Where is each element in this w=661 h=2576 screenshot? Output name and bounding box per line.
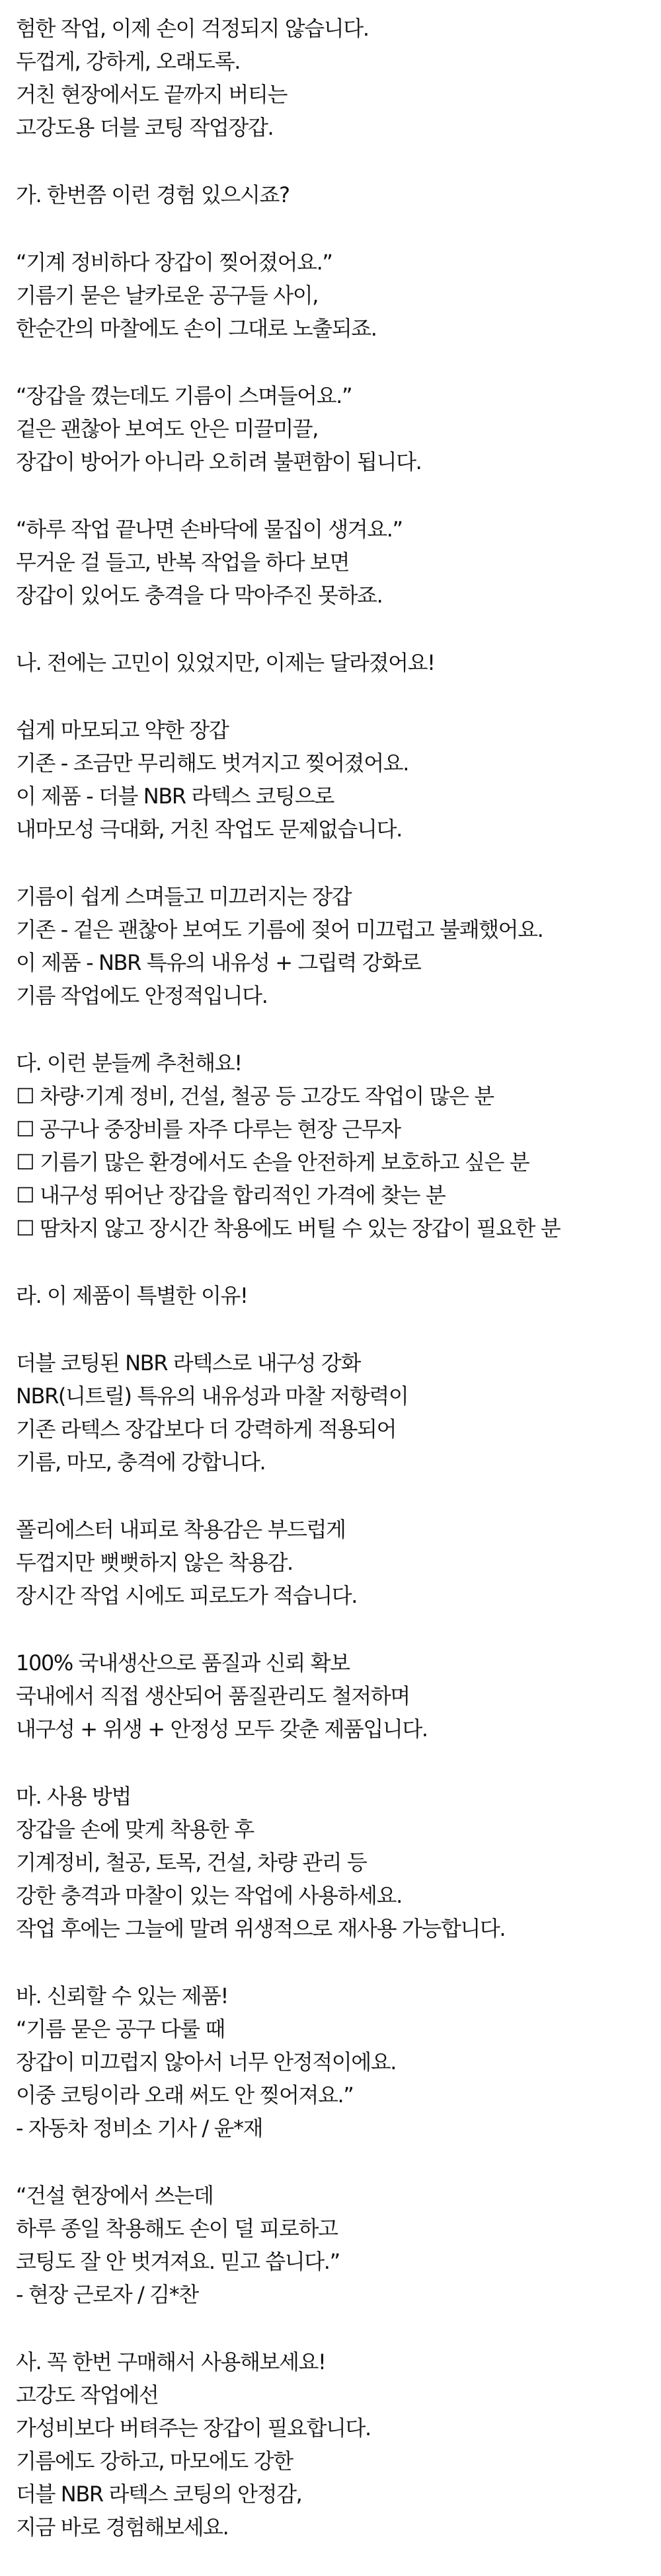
section-heading: 다. 이런 분들께 추천해요! (16, 1050, 242, 1076)
body-line: 기존 라텍스 장갑보다 더 강력하게 적용되어 (16, 1417, 397, 1442)
feature-block (16, 1346, 650, 1479)
feature-block (16, 1646, 650, 1746)
body-line: 한순간의 마찰에도 손이 그대로 노출되죠. (16, 316, 377, 341)
section-special (16, 1279, 650, 1746)
spacer (16, 211, 650, 246)
experience-block (16, 379, 650, 478)
section-usage (16, 1780, 650, 1945)
checklist-item: ☐ 기름기 많은 환경에서도 손을 안전하게 보호하고 싶은 분 (16, 1150, 529, 1175)
body-line: 기름, 마모, 충격에 강합니다. (16, 1450, 266, 1475)
body-line: 무거운 걸 들고, 반복 작업을 하다 보면 (16, 550, 350, 575)
comparison-before: 기존 - 조금만 무리해도 벗겨지고 찢어졌어요. (16, 751, 408, 776)
review-line: “건설 현장에서 쓰는데 (16, 2183, 214, 2208)
section-reviews (16, 1979, 650, 2311)
section-heading: 마. 사용 방법 (16, 1784, 131, 1809)
section-heading: 나. 전에는 고민이 있었지만, 이제는 달라졌어요! (16, 650, 435, 675)
review (16, 2012, 650, 2145)
quote-line: “하루 작업 끝나면 손바닥에 물집이 생겨요.” (16, 517, 403, 542)
body-line: 국내에서 직접 생산되어 품질관리도 철저하며 (16, 1683, 410, 1709)
body-line: 기름기 묻은 날카로운 공구들 사이, (16, 283, 319, 308)
body-line: 기계정비, 철공, 토목, 건설, 차량 관리 등 (16, 1850, 367, 1875)
review-line: “기름 묻은 공구 다룰 때 (16, 2016, 225, 2042)
spacer (16, 1612, 650, 1646)
checklist-item: ☐ 공구나 중장비를 자주 다루는 현장 근무자 (16, 1117, 401, 1142)
body-line: 기름에도 강하고, 마모에도 강한 (16, 2448, 293, 2474)
intro-line: 험한 작업, 이제 손이 걱정되지 않습니다. (16, 16, 369, 41)
feature-block (16, 1513, 650, 1612)
comparison-block (16, 880, 650, 1012)
section-heading: 라. 이 제품이 특별한 이유! (16, 1283, 248, 1308)
experience-block (16, 513, 650, 612)
checklist-item: ☐ 차량·기계 정비, 건설, 철공 등 고강도 작업이 많은 분 (16, 1084, 494, 1109)
comparison-title: 기름이 쉽게 스며들고 미끄러지는 장갑 (16, 884, 352, 909)
review (16, 2179, 650, 2311)
section-experience (16, 178, 650, 612)
spacer (16, 2145, 650, 2179)
spacer (16, 846, 650, 880)
product-description (16, 12, 650, 2544)
body-line: 가성비보다 버텨주는 장갑이 필요합니다. (16, 2415, 371, 2441)
comparison-after: 이 제품 - NBR 특유의 내유성 + 그립력 강화로 (16, 950, 421, 975)
spacer (16, 1479, 650, 1513)
section-recommend (16, 1047, 650, 1245)
intro-line: 고강도용 더블 코팅 작업장갑. (16, 115, 274, 140)
comparison-after: 이 제품 - 더블 NBR 라텍스 코팅으로 (16, 784, 334, 809)
body-line: 장시간 작업 시에도 피로도가 적습니다. (16, 1583, 358, 1608)
section-heading: 가. 한번쯤 이런 경험 있으시죠? (16, 182, 290, 207)
spacer (16, 1746, 650, 1780)
review-line: 장갑이 미끄럽지 않아서 너무 안정적이에요. (16, 2049, 397, 2075)
spacer (16, 679, 650, 714)
body-line: 고강도 작업에선 (16, 2382, 159, 2408)
experience-block (16, 246, 650, 345)
spacer (16, 1312, 650, 1346)
section-heading: 사. 꼭 한번 구매해서 사용해보세요! (16, 2349, 326, 2374)
review-author: - 현장 근로자 / 김*찬 (16, 2282, 198, 2307)
intro-line: 거친 현장에서도 끝까지 버티는 (16, 82, 287, 107)
comparison-after: 기름 작업에도 안정적입니다. (16, 983, 268, 1008)
spacer (16, 1945, 650, 1979)
feature-title: 100% 국내생산으로 품질과 신뢰 확보 (16, 1650, 350, 1675)
review-line: 하루 종일 착용해도 손이 덜 피로하고 (16, 2216, 338, 2241)
comparison-title: 쉽게 마모되고 약한 장갑 (16, 718, 229, 743)
spacer (16, 1012, 650, 1047)
feature-title: 더블 코팅된 NBR 라텍스로 내구성 강화 (16, 1350, 360, 1376)
review-line: 코팅도 잘 안 벗겨져요. 믿고 씁니다.” (16, 2249, 340, 2274)
comparison-after: 내마모성 극대화, 거친 작업도 문제없습니다. (16, 817, 402, 842)
review-line: 이중 코팅이라 오래 써도 안 찢어져요.” (16, 2082, 354, 2108)
checklist-item: ☐ 땀차지 않고 장시간 착용에도 버틸 수 있는 장갑이 필요한 분 (16, 1216, 561, 1241)
quote-line: “장갑을 꼈는데도 기름이 스며들어요.” (16, 383, 352, 408)
section-before-after (16, 646, 650, 1012)
intro-block (16, 12, 650, 144)
checklist-item: ☐ 내구성 뛰어난 장갑을 합리적인 가격에 찾는 분 (16, 1183, 446, 1208)
comparison-block (16, 714, 650, 846)
body-line: NBR(니트릴) 특유의 내유성과 마찰 저항력이 (16, 1383, 408, 1409)
section-call-to-action (16, 2345, 650, 2544)
body-line: 작업 후에는 그늘에 말려 위생적으로 재사용 가능합니다. (16, 1916, 506, 1941)
spacer (16, 1245, 650, 1279)
spacer (16, 2311, 650, 2345)
spacer (16, 345, 650, 379)
body-line: 장갑이 있어도 충격을 다 막아주진 못하죠. (16, 583, 383, 608)
section-heading: 바. 신뢰할 수 있는 제품! (16, 1983, 228, 2008)
review-author: - 자동차 정비소 기사 / 윤*재 (16, 2116, 263, 2141)
spacer (16, 144, 650, 178)
body-line: 지금 바로 경험해보세요. (16, 2515, 229, 2540)
body-line: 두껍지만 뻣뻣하지 않은 착용감. (16, 1550, 293, 1575)
comparison-before: 기존 - 겉은 괜찮아 보여도 기름에 젖어 미끄럽고 불쾌했어요. (16, 917, 543, 942)
body-line: 강한 충격과 마찰이 있는 작업에 사용하세요. (16, 1883, 402, 1908)
spacer (16, 612, 650, 646)
body-line: 겉은 괜찮아 보여도 안은 미끌미끌, (16, 416, 319, 441)
body-line: 더블 NBR 라텍스 코팅의 안정감, (16, 2482, 302, 2507)
feature-title: 폴리에스터 내피로 착용감은 부드럽게 (16, 1517, 346, 1542)
body-line: 장갑을 손에 맞게 착용한 후 (16, 1817, 254, 1842)
intro-line: 두껍게, 강하게, 오래도록. (16, 49, 240, 74)
body-line: 내구성 + 위생 + 안정성 모두 갖춘 제품입니다. (16, 1716, 428, 1742)
spacer (16, 478, 650, 513)
quote-line: “기계 정비하다 장갑이 찢어졌어요.” (16, 250, 332, 275)
body-line: 장갑이 방어가 아니라 오히려 불편함이 됩니다. (16, 449, 422, 474)
